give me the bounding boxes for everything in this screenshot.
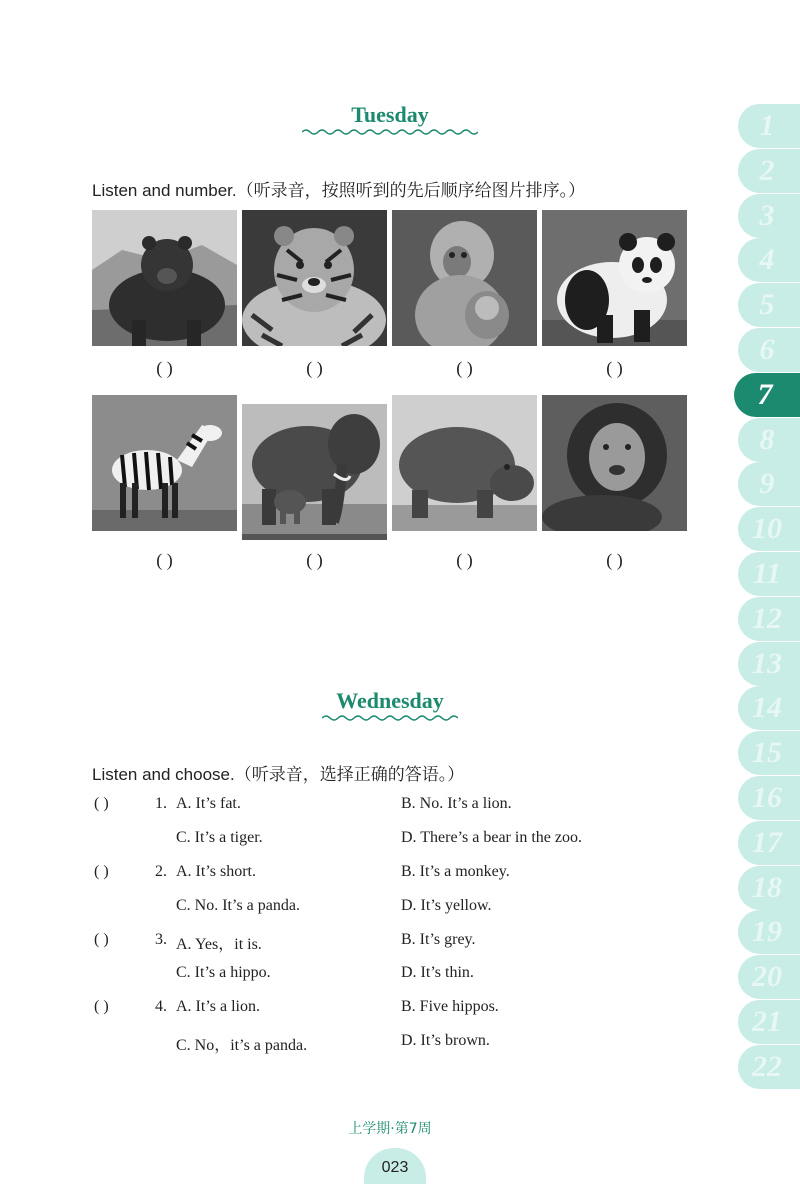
week-tab-6[interactable]: 6 xyxy=(738,328,800,372)
option-c: C. It’s a tiger. xyxy=(176,829,263,846)
option-a: A. It’s fat. xyxy=(176,795,241,812)
answer-blank[interactable]: ( ) xyxy=(156,358,173,378)
monkey-photo xyxy=(392,210,537,346)
question-number: 3. xyxy=(155,931,167,948)
question-number: 2. xyxy=(155,863,167,880)
answer-blank[interactable]: ( ) xyxy=(306,358,323,378)
option-d: D. There’s a bear in the zoo. xyxy=(401,829,582,846)
week-tab-2[interactable]: 2 xyxy=(738,149,800,193)
footer-label: 上学期·第7周 xyxy=(348,1121,432,1137)
option-d: D. It’s yellow. xyxy=(401,897,492,914)
option-a: A. It’s a lion. xyxy=(176,998,260,1015)
option-a: A. It’s short. xyxy=(176,863,256,880)
option-d: D. It’s thin. xyxy=(401,964,474,981)
lion-photo xyxy=(542,395,687,531)
answer-blank[interactable]: ( ) xyxy=(94,998,109,1015)
week-tab-20[interactable]: 20 xyxy=(738,955,800,999)
option-a: A. Yes，it is. xyxy=(176,936,262,953)
week-tab-4[interactable]: 4 xyxy=(738,238,800,282)
answer-blank[interactable]: ( ) xyxy=(606,358,623,378)
wednesday-heading xyxy=(0,688,780,722)
week-tab-19[interactable]: 19 xyxy=(738,910,800,954)
elephant-photo xyxy=(242,404,387,540)
week-tab-8[interactable]: 8 xyxy=(738,418,800,462)
option-c: C. No. It’s a panda. xyxy=(176,897,300,914)
question-number: 4. xyxy=(155,998,167,1015)
option-b: B. No. It’s a lion. xyxy=(401,795,512,812)
tuesday-heading xyxy=(0,102,780,136)
week-tab-16[interactable]: 16 xyxy=(738,776,800,820)
wednesday-title: Wednesday xyxy=(336,688,444,713)
hippo-photo xyxy=(392,395,537,531)
wave-underline xyxy=(302,128,478,136)
week-tab-10[interactable]: 10 xyxy=(738,507,800,551)
answer-blank[interactable]: ( ) xyxy=(94,931,109,948)
option-b: B. Five hippos. xyxy=(401,998,499,1015)
answer-blank[interactable]: ( ) xyxy=(306,550,323,570)
tuesday-instruction: Listen and number.（听录音，按照听到的先后顺序给图片排序。） xyxy=(92,181,586,200)
week-tab-13[interactable]: 13 xyxy=(738,642,800,686)
week-tab-9[interactable]: 9 xyxy=(738,462,800,506)
answer-blank[interactable]: ( ) xyxy=(456,550,473,570)
tuesday-title: Tuesday xyxy=(351,102,429,127)
answer-blank[interactable]: ( ) xyxy=(156,550,173,570)
week-tab-12[interactable]: 12 xyxy=(738,597,800,641)
week-tab-17[interactable]: 17 xyxy=(738,821,800,865)
week-tab-5[interactable]: 5 xyxy=(738,283,800,327)
wednesday-instruction: Listen and choose.（听录音，选择正确的答语。） xyxy=(92,765,465,784)
week-tab-7[interactable]: 7 xyxy=(734,373,800,417)
option-c: C. No，it’s a panda. xyxy=(176,1037,308,1054)
week-tab-21[interactable]: 21 xyxy=(738,1000,800,1044)
week-tab-14[interactable]: 14 xyxy=(738,686,800,730)
answer-blank[interactable]: ( ) xyxy=(456,358,473,378)
answer-blank[interactable]: ( ) xyxy=(94,795,109,812)
panda-photo xyxy=(542,210,687,346)
page-number: 023 xyxy=(364,1148,426,1184)
answer-blank[interactable]: ( ) xyxy=(606,550,623,570)
option-b: B. It’s grey. xyxy=(401,931,476,948)
week-tab-15[interactable]: 15 xyxy=(738,731,800,775)
wave-underline xyxy=(322,714,458,722)
zebra-photo xyxy=(92,395,237,531)
option-c: C. It’s a hippo. xyxy=(176,964,271,981)
bear-photo xyxy=(92,210,237,346)
week-tab-11[interactable]: 11 xyxy=(738,552,800,596)
option-b: B. It’s a monkey. xyxy=(401,863,510,880)
week-tab-18[interactable]: 18 xyxy=(738,866,800,910)
option-d: D. It’s brown. xyxy=(401,1032,490,1049)
answer-blank[interactable]: ( ) xyxy=(94,863,109,880)
question-number: 1. xyxy=(155,795,167,812)
week-tab-22[interactable]: 22 xyxy=(738,1045,800,1089)
week-tab-3[interactable]: 3 xyxy=(738,194,800,238)
tiger-photo xyxy=(242,210,387,346)
week-tab-1[interactable]: 1 xyxy=(738,104,800,148)
